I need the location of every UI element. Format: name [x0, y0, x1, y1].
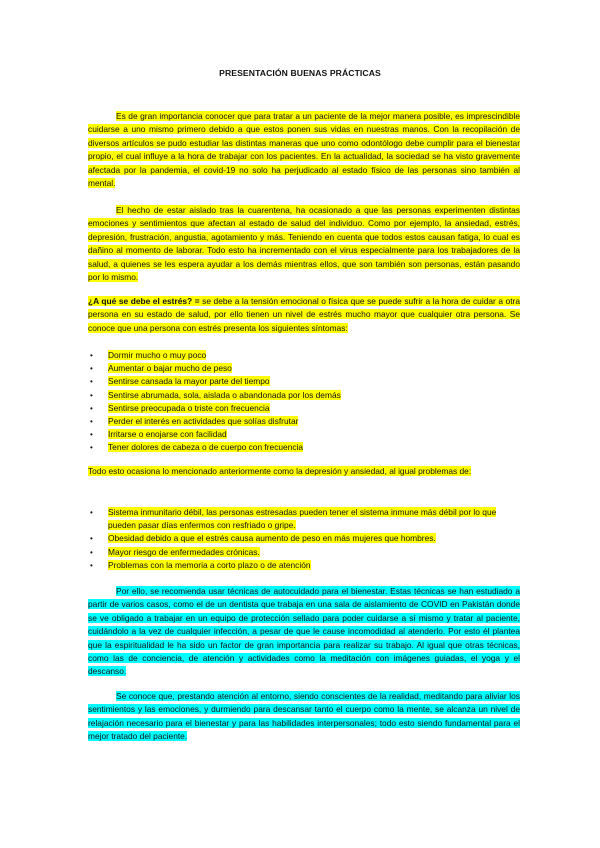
list-item-text: Sentirse cansada la mayor parte del tiempo	[108, 376, 270, 387]
symptoms-list	[88, 349, 520, 455]
problems-list	[88, 506, 520, 572]
bullet-icon: •	[90, 560, 93, 570]
list-item	[88, 389, 520, 402]
document-title: PRESENTACIÓN BUENAS PRÁCTICAS	[219, 68, 381, 78]
list-item	[88, 441, 520, 454]
paragraph-problems-intro	[88, 465, 520, 478]
list-item	[88, 506, 520, 532]
bullet-icon: •	[90, 547, 93, 557]
paragraph-intro-text: Es de gran importancia conocer que para tratar a un paciente de la mejor manera posible, es imprescindible cuidarse a uno mismo primero debido a que estos ponen sus vidas en nuestras manos. Con la recopilación de diversos artículos se pudo estudiar las distintas maneras que uno como odontólogo debe cumplir para el bienestar propio, el cual influye a la hora de trabajar con los pacientes. En la actualidad, la sociedad se ha visto gravemente afectada por la pandemia, el covid-19 no solo ha perjudicado al estado físico de las personas sino también al mental.	[88, 111, 520, 189]
list-item	[88, 546, 520, 559]
list-item-text: Sentirse preocupada o triste con frecuencia	[108, 402, 270, 413]
list-item-text: Mayor riesgo de enfermedades crónicas.	[108, 546, 260, 557]
conclusion-text: Se conoce que, prestando atención al entorno, siendo conscientes de la realidad, meditando para aliviar los sentimientos y las emociones, y durmiendo para descansar tanto el cuerpo como la mente, se alcanza un nivel de relajación necesario para el bienestar y para las habilidades interpersonales; todo esto siendo fundamental para el mejor tratado del paciente.	[88, 691, 520, 742]
list-item-text: Sistema inmunitario débil, las personas estresadas pueden tener el sistema inmune más débil por lo que pueden pasar días enfermos con resfriado o gripe.	[108, 507, 497, 531]
bullet-icon: •	[90, 403, 93, 413]
bullet-icon: •	[90, 417, 93, 427]
list-item-text: Perder el interés en actividades que solías disfrutar	[108, 416, 299, 427]
bullet-icon: •	[90, 534, 93, 544]
bullet-icon: •	[90, 390, 93, 400]
self-care-text: Por ello, se recomienda usar técnicas de autocuidado para el bienestar. Estas técnicas se han estudiado a partir de varios casos, como el de un dentista que trabaja en una sala de aislamiento de COVID en Pakistán donde se ve obligado a trabajar en un equipo de protección sellado para poder cuidarse a sí mismo y tratar al paciente, cuidándolo a la vez de cualquier infección, a pesar de que le cause incomodidad al atenderlo. Por esto él plantea que la espiritualidad le ha sido un factor de gran importancia para realizar su trabajo. Al igual que otras técnicas, como las de conciencia, de atención y actividades como la meditación con imágenes guiadas, el yoga y el descanso.	[88, 586, 520, 677]
bullet-icon: •	[90, 430, 93, 440]
list-item-text: Irritarse o enojarse con facilidad	[108, 429, 227, 440]
list-item	[88, 402, 520, 415]
list-item	[88, 349, 520, 362]
list-item-text: Dormir mucho o muy poco	[108, 350, 207, 360]
list-item-text: Sentirse abrumada, sola, aislada o abandonada por los demás	[108, 389, 341, 400]
stress-cause-text: se debe a la tensión emocional o física que se puede sufrir a la hora de cuidar a otra persona en su estado de salud, por ello tienen un nivel de estrés mucho mayor que cualquier otra persona. Se conoce que una persona con estrés presenta los siguientes síntomas:	[88, 296, 520, 333]
paragraph-isolation-text: El hecho de estar aislado tras la cuarentena, ha ocasionado a que las personas experimenten distintas emociones y sentimientos que afectan al estado de salud del individuo. Como por ejemplo, la ansiedad, estrés, depresión, frustración, angustia, agotamiento y más. Teniendo en cuenta que todos estos causan fatiga, lo cual es dañino al momento de laborar. Todo esto ha incrementado con el virus especialmente para los trabajadores de la salud, a quienes se les espera ayudar a los demás mientras ellos, que son también son personas, están pasando por lo mismo.	[88, 205, 520, 283]
paragraph-conclusion	[88, 690, 520, 744]
list-item	[88, 559, 520, 572]
bullet-icon: •	[90, 508, 93, 517]
list-item-text: Tener dolores de cabeza o de cuerpo con frecuencia	[108, 442, 304, 453]
paragraph-isolation	[88, 204, 520, 284]
list-item	[88, 532, 520, 545]
list-item	[88, 428, 520, 441]
list-item-text: Problemas con la memoria a corto plazo o de atención	[108, 559, 311, 570]
list-item-text: Aumentar o bajar mucho de peso	[108, 363, 232, 374]
paragraph-intro	[88, 110, 520, 190]
bullet-icon: •	[90, 443, 93, 453]
list-item	[88, 415, 520, 428]
bullet-icon: •	[90, 351, 93, 360]
problems-intro-text: Todo esto ocasiona lo mencionado anteriormente como la depresión y ansiedad, al igual problemas de:	[88, 466, 472, 476]
list-item	[88, 362, 520, 375]
bullet-icon: •	[90, 364, 93, 374]
paragraph-stress-cause	[88, 295, 520, 335]
bullet-icon: •	[90, 377, 93, 387]
paragraph-self-care	[88, 585, 520, 679]
list-item-text: Obesidad debido a que el estrés causa aumento de peso en más mujeres que hombres.	[108, 533, 436, 544]
list-item	[88, 375, 520, 388]
stress-question: ¿A qué se debe el estrés? =	[88, 296, 200, 306]
